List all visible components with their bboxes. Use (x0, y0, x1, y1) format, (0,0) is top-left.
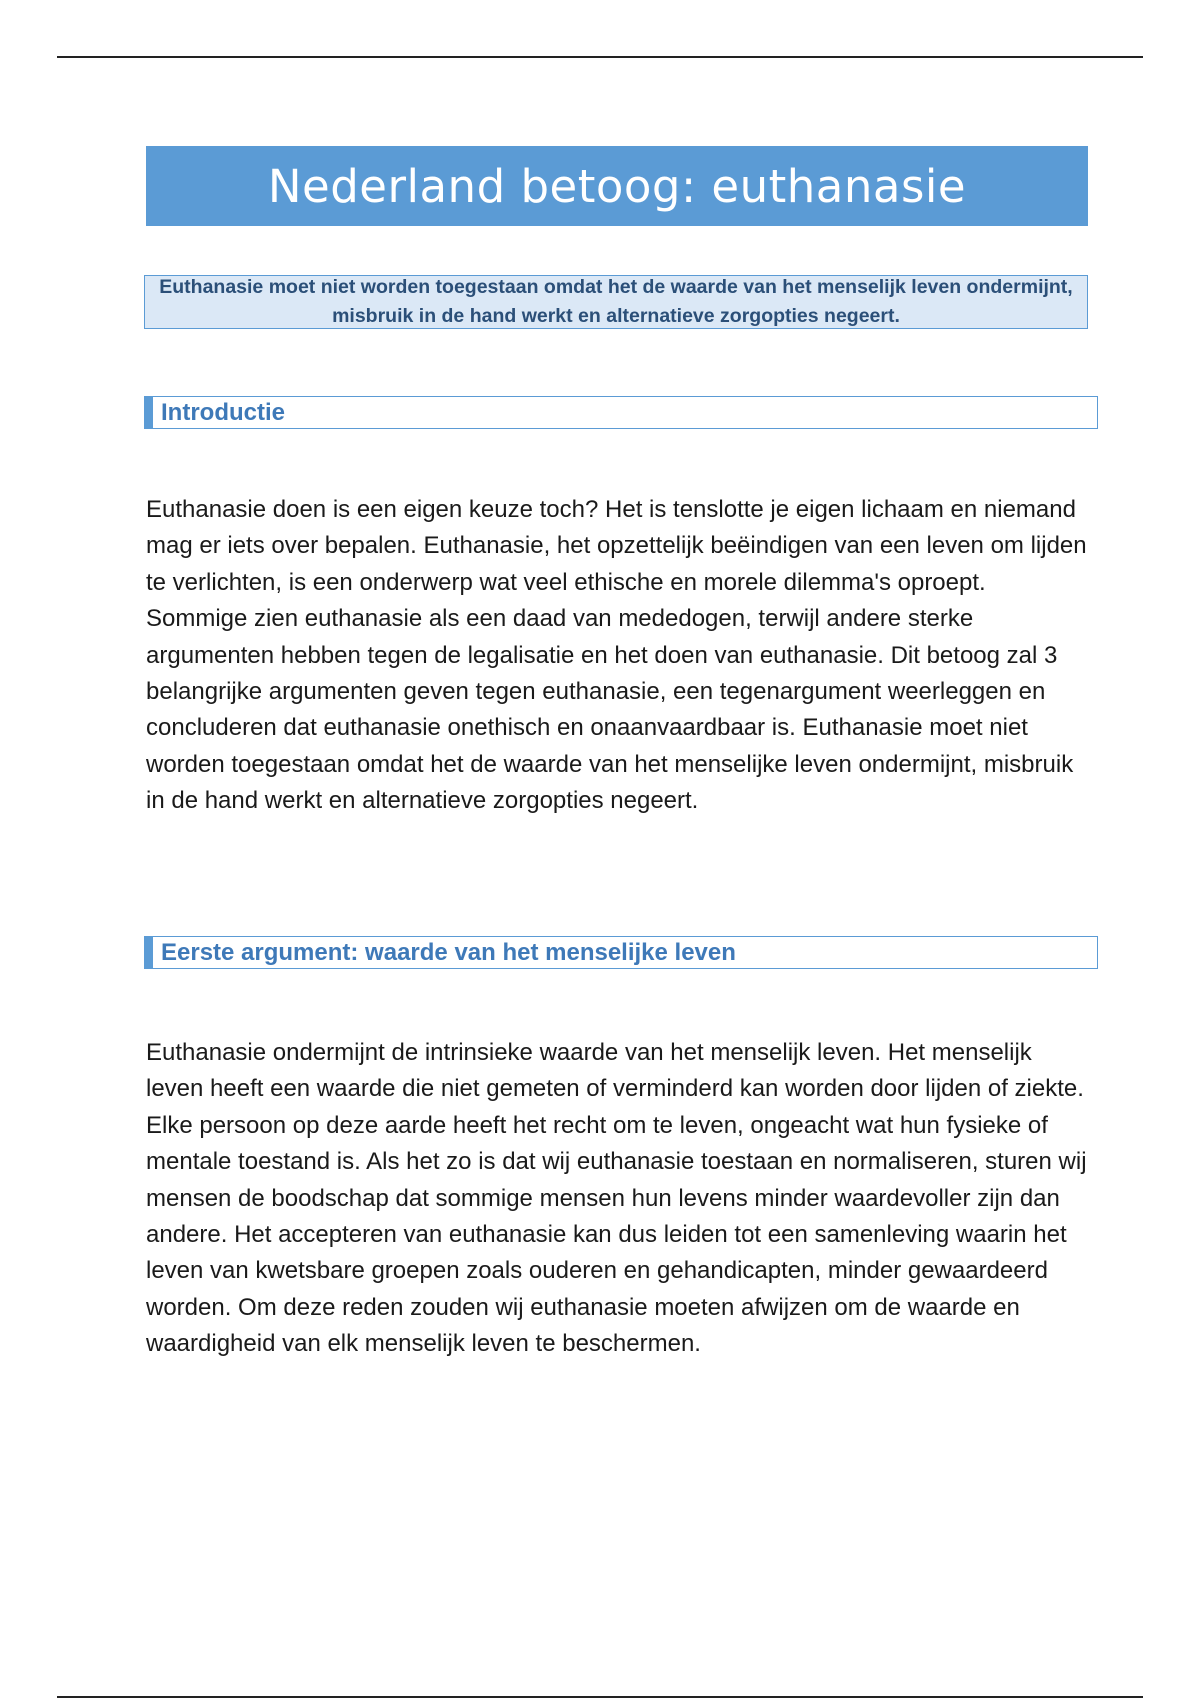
section-heading-label: Introductie (161, 398, 285, 426)
section-heading-eerste-argument (144, 936, 1098, 969)
thesis-box (144, 275, 1088, 329)
title-banner (146, 146, 1088, 226)
top-rule (57, 56, 1143, 58)
introductie-paragraph: Euthanasie doen is een eigen keuze toch? Het is tenslotte je eigen lichaam en niemand mag er iets over bepalen. Euthanasie, het opzettelijk beëindigen van een leven om lijden te verlichten, is een onderwerp wat veel ethische en morele dilemma's oproept. Sommige zien euthanasie als een daad van mededogen, terwijl andere sterke argumenten hebben tegen de legalisatie en het doen van euthanasie. Dit betoog zal 3 belangrijke argumenten geven tegen euthanasie, een tegenargument weerleggen en concluderen dat euthanasie onethisch en onaanvaardbaar is. Euthanasie moet niet worden toegestaan omdat het de waarde van het menselijke leven ondermijnt, misbruik in de hand werkt en alternatieve zorgopties negeert. (146, 496, 1087, 815)
section-heading-introductie (144, 396, 1098, 429)
section-heading-label: Eerste argument: waarde van het menselijke leven (161, 938, 736, 966)
bottom-rule (57, 1696, 1143, 1698)
page-title: Nederland betoog: euthanasie (267, 159, 967, 213)
thesis-statement: Euthanasie moet niet worden toegestaan omdat het de waarde van het menselijk leven ondermijnt, misbruik in de hand werkt en alternatieve zorgopties negeert. (159, 276, 1073, 327)
eerste-argument-paragraph: Euthanasie ondermijnt de intrinsieke waarde van het menselijk leven. Het menselijk leven heeft een waarde die niet gemeten of verminderd kan worden door lijden of ziekte. Elke persoon op deze aarde heeft het recht om te leven, ongeacht wat hun fysieke of mentale toestand is. Als het zo is dat wij euthanasie toestaan en normaliseren, sturen wij mensen de boodschap dat sommige mensen hun levens minder waardevoller zijn dan andere. Het accepteren van euthanasie kan dus leiden tot een samenleving waarin het leven van kwetsbare groepen zoals ouderen en gehandicapten, minder gewaardeerd worden. Om deze reden zouden wij euthanasie moeten afwijzen om de waarde en waardigheid van elk menselijk leven te beschermen. (146, 1039, 1087, 1358)
